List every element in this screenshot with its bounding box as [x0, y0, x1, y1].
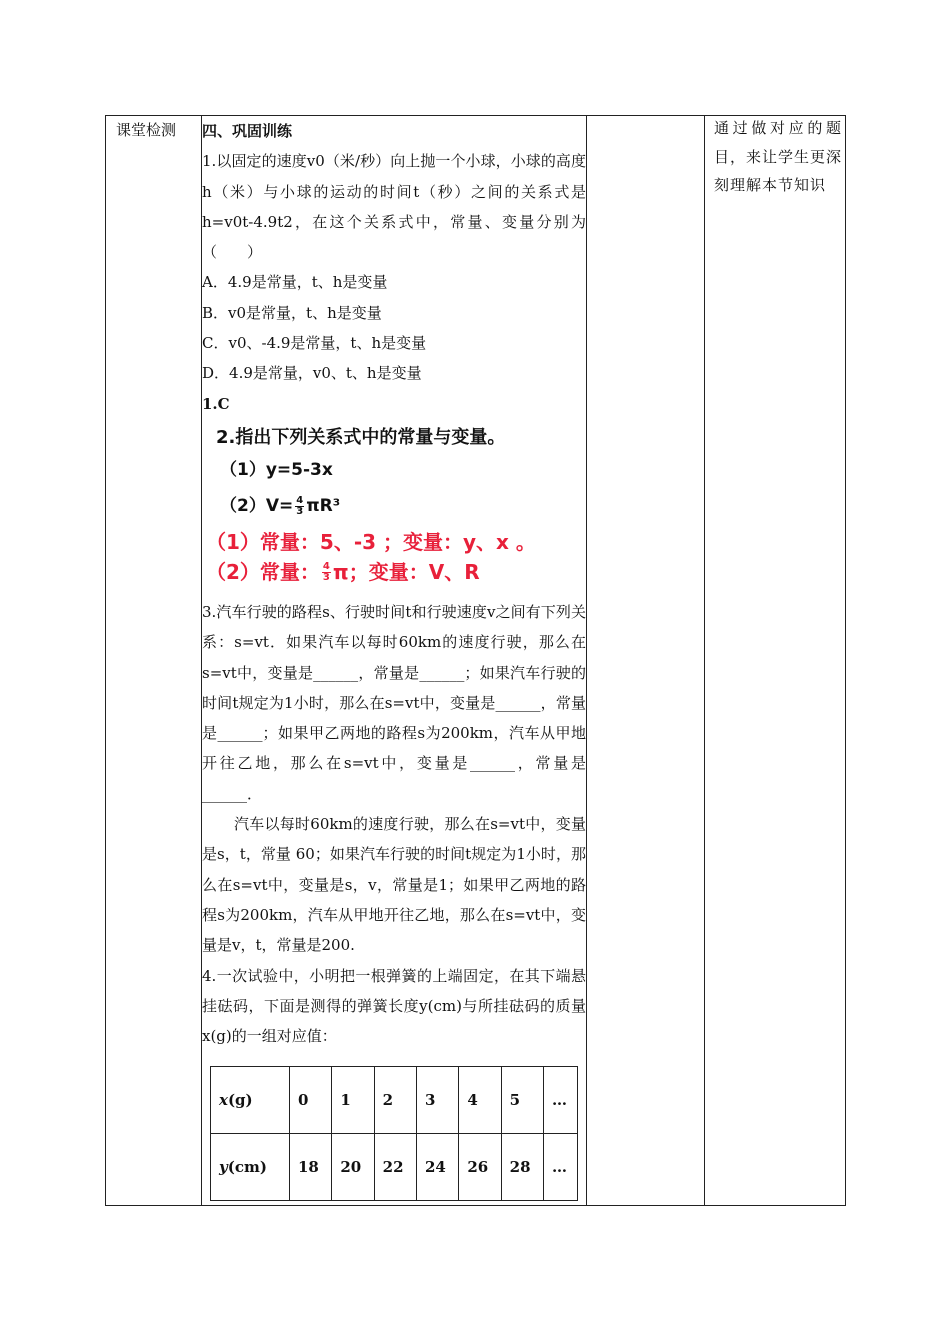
q2-answer2-suffix: π；变量：V、R	[332, 559, 480, 584]
fraction	[295, 496, 304, 517]
q4-stem: 4.一次试验中，小明把一根弹簧的上端固定，在其下端悬挂砝码，下面是测得的弹簧长度y(cm)与所挂砝码的质量x(g)的一组对应值：	[202, 966, 586, 1046]
q2-line1: （1）y=5-3x	[220, 459, 333, 480]
y-cell: 20	[332, 1134, 374, 1201]
y-cell: 28	[501, 1134, 543, 1201]
q3-stem: 3.汽车行驶的路程s、行驶时间t和行驶速度v之间有下列关系：s=vt．如果汽车以每时60km的速度行驶，那么在s=vt中，变量是______，常量是______；如果汽车行驶的时间t规定为1小时，那么在s=vt中，变量是______，常量是______；如果甲乙两地的路程s为200km，汽车从甲地开往乙地，那么在s=vt中，变量是______，常量是______．	[202, 602, 586, 803]
table-row	[211, 1067, 578, 1134]
table-row	[211, 1134, 578, 1201]
fraction	[322, 562, 331, 583]
x-cell: …	[543, 1067, 577, 1134]
y-cell: 18	[290, 1134, 332, 1201]
q2-image	[202, 419, 586, 597]
q1-option-b: B．v0是常量，t、h是变量	[202, 303, 382, 322]
q2-answer1: （1）常量：5、-3 ；变量：y、x 。	[206, 529, 536, 554]
x-cell: 5	[501, 1067, 543, 1134]
data-table-wrap	[210, 1066, 578, 1201]
q2-question: 2.指出下列关系式中的常量与变量。	[216, 426, 506, 448]
q3-answer: 汽车以每时60km的速度行驶，那么在s=vt中，变量是s，t，常量 60；如果汽车行驶的时间t规定为1小时，那么在s=vt中，变量是s，v，常量是1；如果甲乙两地的路程s为200km，汽车从甲地开往乙地，那么在s=vt中，变量是v，t，常量是200.	[202, 815, 586, 955]
q1-option-c: C．v0、-4.9是常量，t、h是变量	[202, 334, 427, 353]
q1-option-a: A．4.9是常量，t、h是变量	[202, 273, 388, 292]
q2-answer2-prefix: （2）常量：	[206, 559, 320, 584]
x-cell: 0	[290, 1067, 332, 1134]
q1-stem: 1.以固定的速度v0（米/秒）向上抛一个小球，小球的高度h（米）与小球的运动的时间t（秒）之间的关系式是h=v0t-4.9t2，在这个关系式中，常量、变量分别为（ ）	[202, 152, 586, 262]
lesson-table	[105, 115, 846, 1206]
y-cell: 22	[374, 1134, 416, 1201]
column-divider	[704, 116, 705, 1205]
x-cell: 3	[416, 1067, 458, 1134]
fraction-numerator: 4	[322, 560, 330, 572]
y-header: y(cm)	[211, 1134, 290, 1201]
q2-line2-suffix: πR³	[306, 495, 341, 516]
x-cell: 2	[374, 1067, 416, 1134]
section-label: 课堂检测	[116, 121, 177, 139]
q1-option-d: D．4.9是常量，v0、t、h是变量	[202, 364, 422, 383]
section-title: 四、巩固训练	[202, 122, 293, 140]
y-cell: 26	[459, 1134, 501, 1201]
fraction-denominator: 3	[296, 505, 304, 517]
exercise-content	[202, 116, 586, 1051]
q2-line2	[220, 491, 340, 521]
fraction-numerator: 4	[296, 494, 304, 506]
q1-answer: 1.C	[202, 394, 230, 413]
teaching-note: 通过做对应的题目，来让学生更深刻理解本节知识	[714, 119, 843, 194]
fraction-denominator: 3	[322, 571, 330, 583]
x-cell: 1	[332, 1067, 374, 1134]
x-cell: 4	[459, 1067, 501, 1134]
y-cell: …	[543, 1134, 577, 1201]
q2-answer2	[206, 557, 480, 587]
data-table	[210, 1066, 578, 1201]
column-divider	[586, 116, 587, 1205]
q2-line2-prefix: （2）V=	[220, 495, 294, 516]
y-cell: 24	[416, 1134, 458, 1201]
x-header: x(g)	[211, 1067, 290, 1134]
